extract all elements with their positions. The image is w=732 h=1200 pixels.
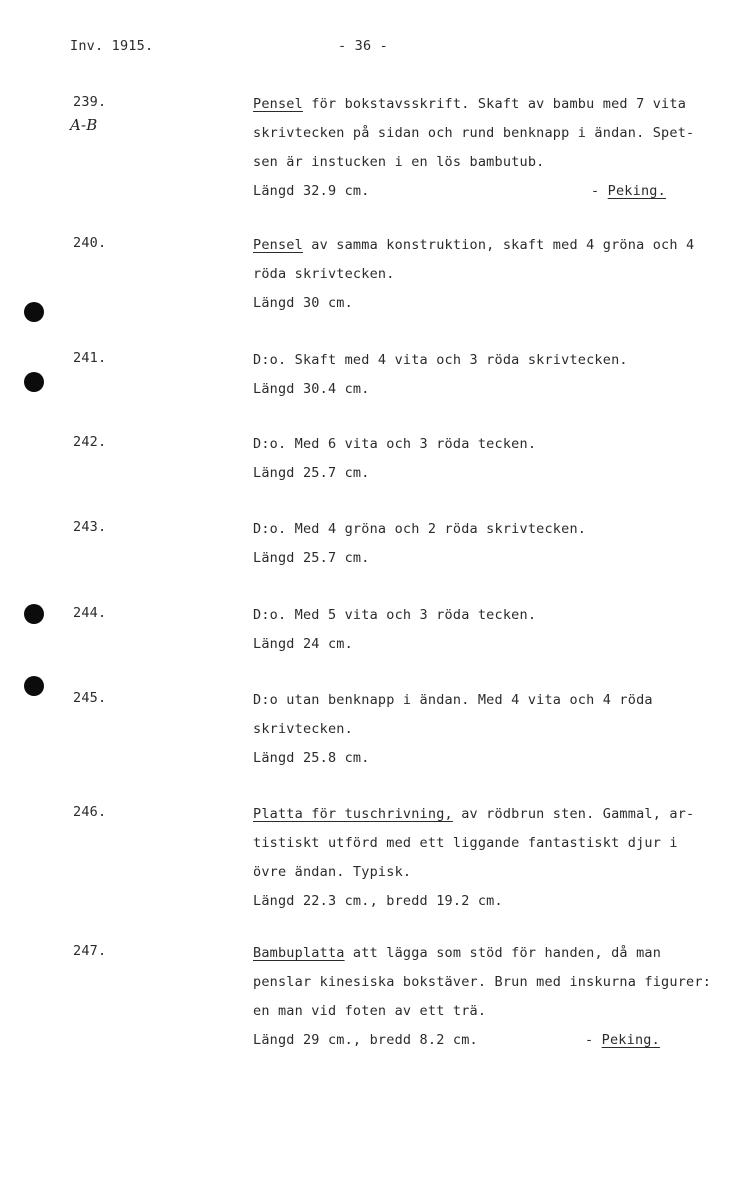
page-number: - 36 -: [338, 38, 388, 54]
entry-number: 239.: [73, 94, 107, 110]
description-text: skrivtecken.: [253, 721, 353, 737]
entry-number: 243.: [73, 519, 107, 535]
object-term: Pensel: [253, 96, 303, 112]
entry-number: 245.: [73, 690, 107, 706]
description-text: av samma konstruktion, skaft med 4 gröna och 4: [302, 237, 695, 253]
entry-number: 241.: [73, 350, 107, 366]
entry-description: [253, 605, 713, 663]
measurement: Längd 30 cm.: [253, 295, 353, 311]
punch-hole: [24, 676, 44, 696]
description-text: att lägga som stöd för handen, då man: [344, 945, 662, 961]
description-text: penslar kinesiska bokstäver. Brun med inskurna figurer:: [253, 974, 712, 990]
description-text: skrivtecken på sidan och rund benknapp i ändan. Spet-: [253, 125, 695, 141]
place-dash: -: [585, 1032, 602, 1048]
inventory-header: Inv. 1915.: [70, 38, 154, 54]
measurement: Längd 25.7 cm.: [253, 550, 370, 566]
description-text: sen är instucken i en lös bambutub.: [253, 154, 545, 170]
punch-hole: [24, 604, 44, 624]
description-text: för bokstavsskrift. Skaft av bambu med 7 vita: [302, 96, 687, 112]
object-term: Platta för tuschrivning,: [253, 806, 453, 822]
entry-description: [253, 943, 713, 1059]
entry-number: 244.: [73, 605, 107, 621]
handwritten-note: A-B: [70, 116, 98, 134]
entry-number: 246.: [73, 804, 107, 820]
measurement: Längd 29 cm., bredd 8.2 cm.: [253, 1032, 478, 1048]
punch-hole: [24, 372, 44, 392]
entry-description: [253, 350, 713, 408]
measurement: Längd 24 cm.: [253, 636, 353, 652]
measurement: Längd 25.8 cm.: [253, 750, 370, 766]
measurement: Längd 30.4 cm.: [253, 381, 370, 397]
entry-number: 247.: [73, 943, 107, 959]
measurement: Längd 32.9 cm.: [253, 183, 370, 199]
place-dash: -: [591, 183, 608, 199]
description-text: övre ändan. Typisk.: [253, 864, 412, 880]
description-text: röda skrivtecken.: [253, 266, 395, 282]
entry-number: 242.: [73, 434, 107, 450]
description-text: D:o. Med 4 gröna och 2 röda skrivtecken.: [253, 521, 587, 537]
measurement: Längd 22.3 cm., bredd 19.2 cm.: [253, 893, 503, 909]
place-name: Peking.: [607, 183, 666, 199]
object-term: Bambuplatta: [253, 945, 345, 961]
description-text: D:o. Med 5 vita och 3 röda tecken.: [253, 607, 537, 623]
entry-number: 240.: [73, 235, 107, 251]
punch-hole: [24, 302, 44, 322]
entry-description: [253, 235, 713, 322]
entry-description: [253, 690, 713, 777]
description-text: tistiskt utförd med ett liggande fantastiskt djur i: [253, 835, 678, 851]
entry-description: [253, 519, 713, 577]
object-term: Pensel: [253, 237, 303, 253]
entry-description: [253, 804, 713, 920]
description-text: en man vid foten av ett trä.: [253, 1003, 487, 1019]
place-name: Peking.: [601, 1032, 660, 1048]
place-of-origin: [585, 1030, 660, 1050]
entry-description: [253, 94, 713, 210]
description-text: D:o utan benknapp i ändan. Med 4 vita och 4 röda: [253, 692, 653, 708]
entry-description: [253, 434, 713, 492]
description-text: av rödbrun sten. Gammal, ar-: [452, 806, 695, 822]
description-text: D:o. Skaft med 4 vita och 3 röda skrivtecken.: [253, 352, 628, 368]
description-text: D:o. Med 6 vita och 3 röda tecken.: [253, 436, 537, 452]
measurement: Längd 25.7 cm.: [253, 465, 370, 481]
place-of-origin: [591, 181, 666, 201]
